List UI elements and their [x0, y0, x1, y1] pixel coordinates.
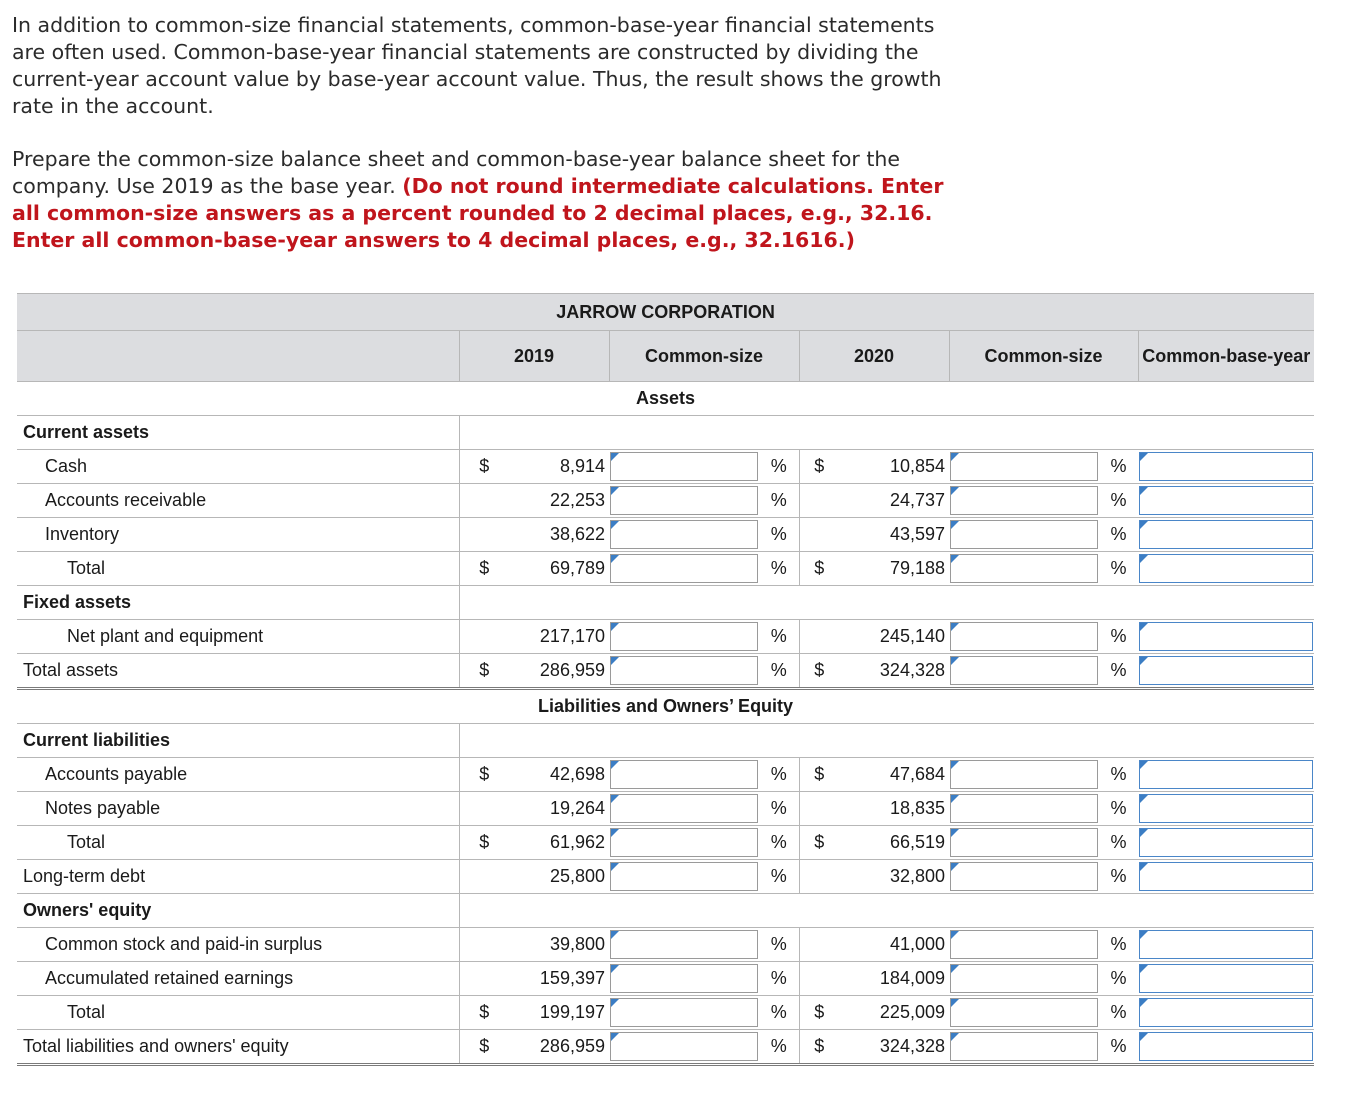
row-label: Total: [17, 996, 459, 1030]
value-2019: 8,914: [509, 450, 609, 484]
percent-sign: %: [759, 996, 799, 1030]
value-2019: 42,698: [509, 758, 609, 792]
common-size-2019-input[interactable]: [610, 554, 758, 583]
value-2020: 245,140: [839, 620, 949, 654]
common-size-2020-input[interactable]: [950, 622, 1098, 651]
row-net-plant-equipment: [17, 620, 1314, 654]
value-2019: 39,800: [509, 928, 609, 962]
value-2020: 66,519: [839, 826, 949, 860]
row-common-stock: [17, 928, 1314, 962]
percent-sign: %: [759, 1030, 799, 1065]
percent-sign: %: [1099, 758, 1138, 792]
value-2019: 25,800: [509, 860, 609, 894]
percent-sign: %: [759, 654, 799, 689]
dollar-sign: $: [459, 826, 509, 860]
row-label: Total liabilities and owners' equity: [17, 1030, 459, 1065]
common-base-year-input[interactable]: [1139, 930, 1313, 959]
dollar-sign: $: [799, 826, 839, 860]
common-size-2019-input[interactable]: [610, 828, 758, 857]
common-base-year-input[interactable]: [1139, 794, 1313, 823]
value-2019: 22,253: [509, 484, 609, 518]
common-size-2020-input[interactable]: [950, 930, 1098, 959]
dollar-sign: $: [459, 450, 509, 484]
common-size-2020-input[interactable]: [950, 486, 1098, 515]
intro-paragraph-1: In addition to common-size financial statements, common-base-year financial statements are often used. Common-base-year financial statements are constructed by dividing the current-year account value by base-year account value. Thus, the result shows the growth rate in the account.: [12, 13, 942, 118]
row-label: Total: [17, 552, 459, 586]
common-size-2019-input[interactable]: [610, 760, 758, 789]
common-base-year-input[interactable]: [1139, 828, 1313, 857]
value-2019: 61,962: [509, 826, 609, 860]
dollar-sign: $: [459, 996, 509, 1030]
value-2019: 19,264: [509, 792, 609, 826]
row-total-liabilities-equity: [17, 1030, 1314, 1065]
assets-heading: Assets: [17, 382, 1314, 416]
dollar-sign: $: [459, 654, 509, 689]
section-current-assets: Current assets: [17, 416, 459, 450]
percent-sign: %: [1099, 1030, 1138, 1065]
percent-sign: %: [1099, 654, 1138, 689]
value-2020: 10,854: [839, 450, 949, 484]
row-label: Total assets: [17, 654, 459, 689]
percent-sign: %: [759, 792, 799, 826]
title-row: [17, 294, 1314, 331]
percent-sign: %: [1099, 962, 1138, 996]
value-2019: 286,959: [509, 654, 609, 689]
dollar-sign: $: [799, 552, 839, 586]
value-2019: 286,959: [509, 1030, 609, 1065]
instructions: [12, 12, 952, 280]
value-2020: 79,188: [839, 552, 949, 586]
dollar-sign: $: [459, 758, 509, 792]
common-size-2019-input[interactable]: [610, 794, 758, 823]
percent-sign: %: [1099, 518, 1138, 552]
percent-sign: %: [759, 552, 799, 586]
percent-sign: %: [759, 758, 799, 792]
common-size-2020-input[interactable]: [950, 862, 1098, 891]
value-2020: 184,009: [839, 962, 949, 996]
value-2019: 69,789: [509, 552, 609, 586]
common-size-2020-input[interactable]: [950, 828, 1098, 857]
section-row: [17, 586, 1314, 620]
common-size-2020-input[interactable]: [950, 452, 1098, 481]
common-base-year-input[interactable]: [1139, 862, 1313, 891]
value-2020: 18,835: [839, 792, 949, 826]
balance-sheet-table: [17, 293, 1314, 1066]
common-size-2019-input[interactable]: [610, 452, 758, 481]
common-size-2019-input[interactable]: [610, 998, 758, 1027]
common-base-year-input[interactable]: [1139, 760, 1313, 789]
percent-sign: %: [759, 484, 799, 518]
col-common-size-2019: Common-size: [609, 331, 799, 382]
row-current-assets-total: [17, 552, 1314, 586]
row-label: Notes payable: [17, 792, 459, 826]
value-2020: 324,328: [839, 1030, 949, 1065]
common-size-2020-input[interactable]: [950, 998, 1098, 1027]
common-size-2019-input[interactable]: [610, 862, 758, 891]
common-size-2019-input[interactable]: [610, 486, 758, 515]
common-size-2019-input[interactable]: [610, 622, 758, 651]
value-2020: 47,684: [839, 758, 949, 792]
common-size-2020-input[interactable]: [950, 656, 1098, 685]
dollar-sign: $: [799, 758, 839, 792]
common-base-year-input[interactable]: [1139, 554, 1313, 583]
assets-heading-row: [17, 382, 1314, 416]
row-label: Inventory: [17, 518, 459, 552]
value-2020: 225,009: [839, 996, 949, 1030]
section-owners-equity: Owners' equity: [17, 894, 459, 928]
column-header-row: [17, 331, 1314, 382]
row-notes-payable: [17, 792, 1314, 826]
value-2019: 159,397: [509, 962, 609, 996]
col-common-base-year: Common-base-year: [1138, 331, 1314, 382]
common-size-2020-input[interactable]: [950, 794, 1098, 823]
dollar-sign: $: [799, 1030, 839, 1065]
row-label: Common stock and paid-in surplus: [17, 928, 459, 962]
dollar-sign: $: [799, 654, 839, 689]
percent-sign: %: [759, 962, 799, 996]
liabilities-heading-row: [17, 689, 1314, 724]
percent-sign: %: [759, 620, 799, 654]
percent-sign: %: [1099, 552, 1138, 586]
row-label: Accounts receivable: [17, 484, 459, 518]
common-base-year-input[interactable]: [1139, 520, 1313, 549]
common-base-year-input[interactable]: [1139, 998, 1313, 1027]
row-inventory: [17, 518, 1314, 552]
percent-sign: %: [1099, 860, 1138, 894]
row-label: Accumulated retained earnings: [17, 962, 459, 996]
section-fixed-assets: Fixed assets: [17, 586, 459, 620]
dollar-sign: $: [459, 1030, 509, 1065]
common-base-year-input[interactable]: [1139, 1032, 1313, 1061]
intro-red-instruction: (Do not round intermediate calculations. Enter all common-size answers as a percent rounded to 2 decimal places, e.g., 32.16. Enter all common-base-year answers to 4 decimal places, e.g., 32.1616.): [12, 174, 944, 252]
value-2019: 217,170: [509, 620, 609, 654]
common-size-2019-input[interactable]: [610, 520, 758, 549]
percent-sign: %: [1099, 928, 1138, 962]
percent-sign: %: [1099, 792, 1138, 826]
value-2020: 41,000: [839, 928, 949, 962]
dollar-sign: $: [459, 552, 509, 586]
common-size-2020-input[interactable]: [950, 964, 1098, 993]
percent-sign: %: [759, 450, 799, 484]
row-retained-earnings: [17, 962, 1314, 996]
row-current-liabilities-total: [17, 826, 1314, 860]
row-accounts-payable: [17, 758, 1314, 792]
row-label: Cash: [17, 450, 459, 484]
value-2019: 38,622: [509, 518, 609, 552]
row-label: Total: [17, 826, 459, 860]
common-size-2019-input[interactable]: [610, 1032, 758, 1061]
dollar-sign: $: [799, 450, 839, 484]
row-label: Net plant and equipment: [17, 620, 459, 654]
intro-paragraph-2: [12, 146, 952, 254]
common-base-year-input[interactable]: [1139, 656, 1313, 685]
dollar-sign: $: [799, 996, 839, 1030]
value-2020: 32,800: [839, 860, 949, 894]
value-2019: 199,197: [509, 996, 609, 1030]
intro-text: Prepare the common-size balance sheet and common-base-year balance sheet for the company. Use 2019 as the base year.: [12, 147, 901, 198]
section-row: [17, 416, 1314, 450]
col-2020: 2020: [799, 331, 949, 382]
row-label: Long-term debt: [17, 860, 459, 894]
value-2020: 24,737: [839, 484, 949, 518]
value-2020: 324,328: [839, 654, 949, 689]
percent-sign: %: [759, 928, 799, 962]
common-size-2020-input[interactable]: [950, 554, 1098, 583]
percent-sign: %: [1099, 450, 1138, 484]
percent-sign: %: [759, 826, 799, 860]
section-row: [17, 894, 1314, 928]
section-current-liabilities: Current liabilities: [17, 724, 459, 758]
row-cash: [17, 450, 1314, 484]
row-long-term-debt: [17, 860, 1314, 894]
row-accounts-receivable: [17, 484, 1314, 518]
percent-sign: %: [759, 860, 799, 894]
row-owners-equity-total: [17, 996, 1314, 1030]
common-size-2020-input[interactable]: [950, 1032, 1098, 1061]
common-size-2020-input[interactable]: [950, 760, 1098, 789]
percent-sign: %: [1099, 484, 1138, 518]
common-size-2019-input[interactable]: [610, 930, 758, 959]
liabilities-heading: Liabilities and Owners’ Equity: [17, 689, 1314, 724]
row-label: Accounts payable: [17, 758, 459, 792]
percent-sign: %: [1099, 620, 1138, 654]
common-base-year-input[interactable]: [1139, 452, 1313, 481]
col-common-size-2020: Common-size: [949, 331, 1138, 382]
common-base-year-input[interactable]: [1139, 964, 1313, 993]
percent-sign: %: [1099, 826, 1138, 860]
percent-sign: %: [759, 518, 799, 552]
common-size-2020-input[interactable]: [950, 520, 1098, 549]
common-base-year-input[interactable]: [1139, 486, 1313, 515]
col-2019: 2019: [459, 331, 609, 382]
value-2020: 43,597: [839, 518, 949, 552]
common-size-2019-input[interactable]: [610, 964, 758, 993]
common-size-2019-input[interactable]: [610, 656, 758, 685]
common-base-year-input[interactable]: [1139, 622, 1313, 651]
percent-sign: %: [1099, 996, 1138, 1030]
section-row: [17, 724, 1314, 758]
row-total-assets: [17, 654, 1314, 689]
company-title: JARROW CORPORATION: [17, 294, 1314, 331]
